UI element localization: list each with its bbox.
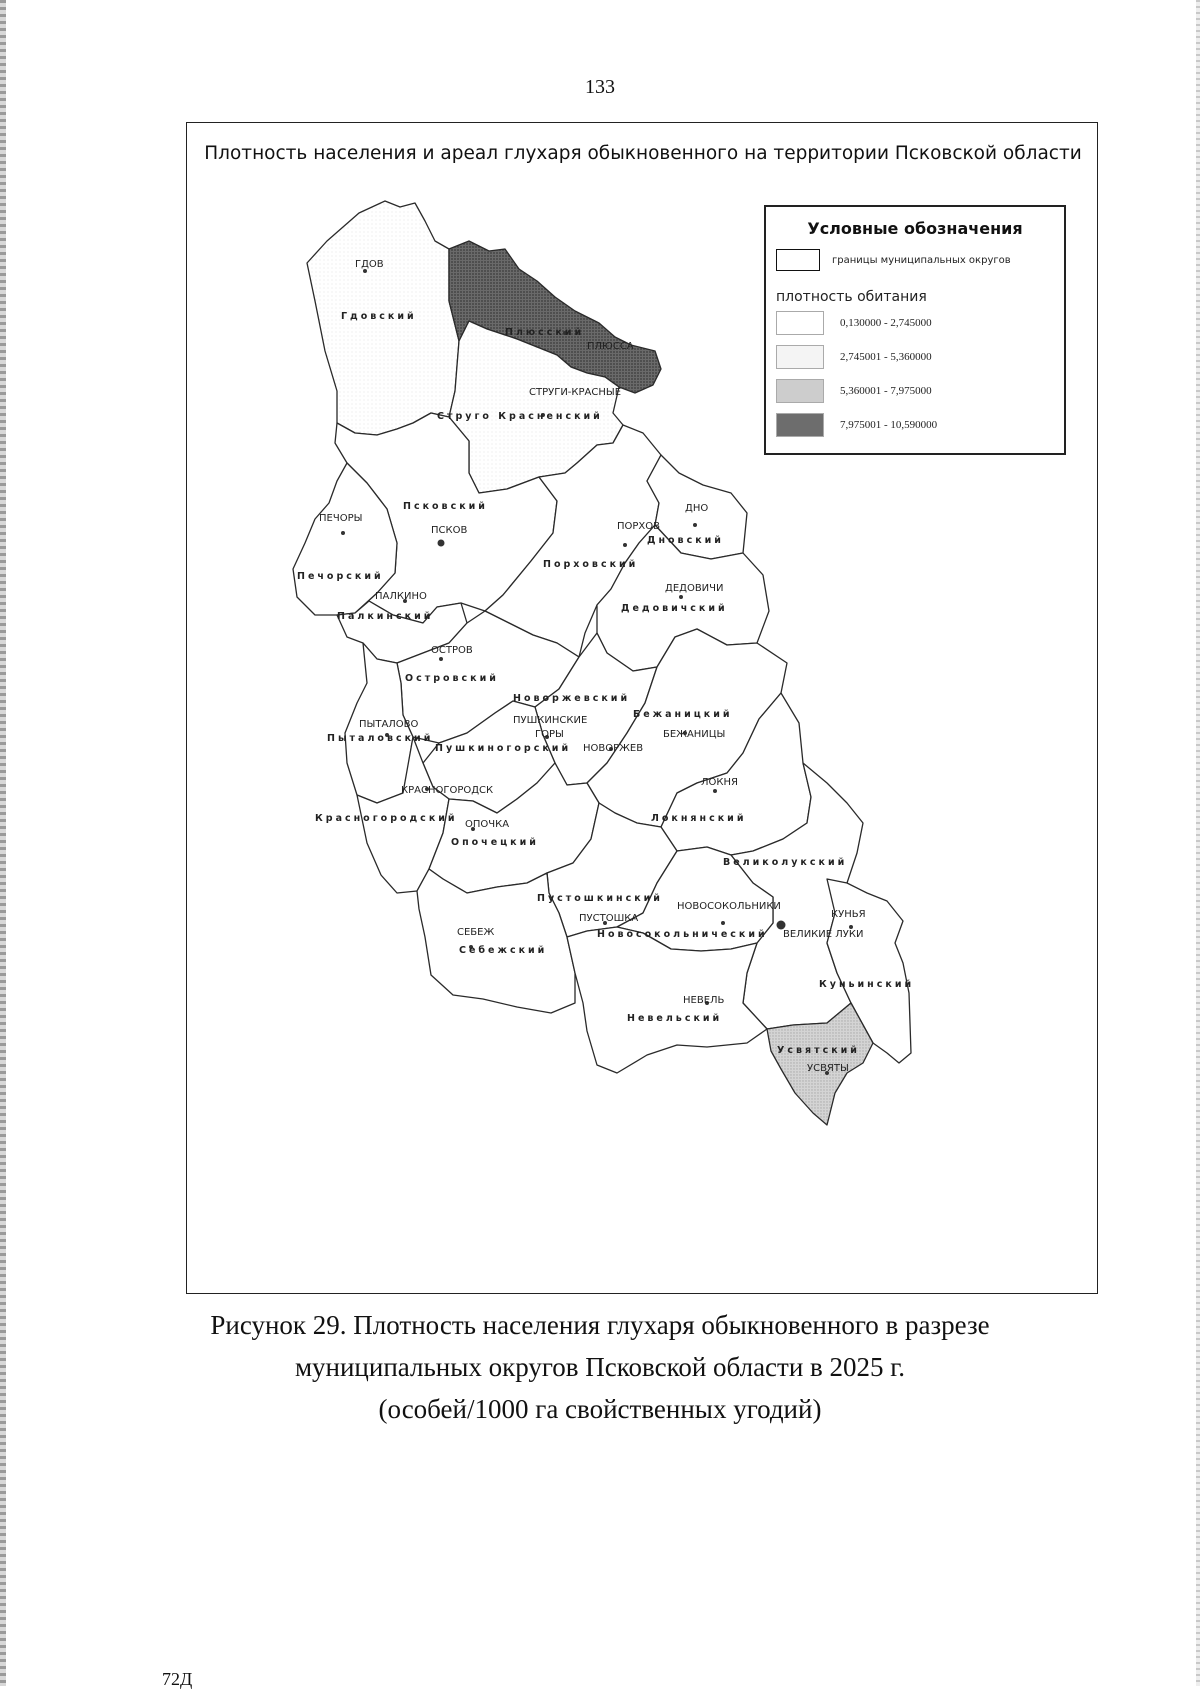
town-label-krasnogorodsk: КРАСНОГОРОДСК [401, 785, 494, 796]
town-marker-novosokolniki [721, 921, 725, 925]
town-label-pskov: ПСКОВ [431, 525, 468, 536]
district-label-pechorsky: Печорский [297, 571, 384, 582]
district-label-gdovsky: Гдовский [341, 311, 417, 322]
district-label-plyussky: Плюсский [505, 327, 585, 338]
district-label-strugo: Струго Красненский [437, 411, 603, 422]
legend-boundary-label: границы муниципальных округов [832, 255, 1011, 266]
town-marker-ostrov [439, 657, 443, 661]
legend-swatch-4 [776, 413, 824, 437]
legend-swatch-3 [776, 379, 824, 403]
legend-swatch-2 [776, 345, 824, 369]
town-label-dno: ДНО [685, 503, 709, 514]
town-label-kunya: КУНЬЯ [831, 909, 866, 920]
page-number: 133 [585, 76, 615, 98]
scan-edge-right [1196, 0, 1200, 1686]
town-marker-pechory [341, 531, 345, 535]
district-label-novorzhevsky: Новоржевский [513, 693, 631, 704]
legend-range-4: 7,975001 - 10,590000 [840, 419, 938, 431]
figure-caption-line-3: (особей/1000 га свойственных угодий) [378, 1394, 822, 1424]
town-marker-loknya [713, 789, 717, 793]
town-label-pechory: ПЕЧОРЫ [319, 513, 363, 524]
town-label-plyussa: ПЛЮССА [587, 341, 634, 352]
map-figure [186, 122, 1098, 1294]
town-label-pustoshka: ПУСТОШКА [579, 913, 639, 924]
town-label-opochka: ОПОЧКА [465, 819, 510, 830]
map-legend [764, 205, 1066, 455]
district-label-pustoshkinsky: Пустошкинский [537, 893, 663, 904]
district-label-dnovsky: Дновский [647, 535, 724, 546]
district-label-opochetsky: Опочецкий [451, 837, 539, 848]
legend-range-3: 5,360001 - 7,975000 [840, 385, 932, 397]
district-label-novosokolnichesky: Новосокольнический [597, 929, 768, 940]
legend-swatch-1 [776, 311, 824, 335]
town-label-loknya: ЛОКНЯ [701, 777, 738, 788]
district-label-pskovsky: Псковский [403, 501, 488, 512]
figure-caption-line-2: муниципальных округов Псковской области в 2025 г. [294, 1352, 906, 1382]
town-marker-pskov [438, 540, 445, 547]
town-marker-porkhov [623, 543, 627, 547]
town-label-usvyaty: УСВЯТЫ [807, 1063, 849, 1074]
district-label-sebezhsky: Себежский [459, 945, 548, 956]
legend-class-1 [776, 311, 1056, 337]
district-label-porkhovsky: Порховский [543, 559, 639, 570]
legend-class-4 [776, 413, 1056, 439]
legend-title: Условные обозначения [807, 219, 1023, 238]
legend-density-label: плотность обитания [776, 289, 927, 305]
town-label-pushkinskie-gory-2: ГОРЫ [535, 729, 564, 740]
town-label-nevel: НЕВЕЛЬ [683, 995, 725, 1006]
town-label-novorzhev: НОВОРЖЕВ [583, 743, 644, 754]
district-label-loknyansky: Локнянский [651, 813, 747, 824]
legend-class-3 [776, 379, 1056, 405]
district-nevelsky [567, 927, 767, 1073]
town-label-gdov: ГДОВ [355, 259, 384, 270]
district-label-kunyinsky: Куньинский [819, 979, 915, 990]
town-label-dedovichi: ДЕДОВИЧИ [665, 583, 724, 594]
town-label-novosokolniki: НОВОСОКОЛЬНИКИ [677, 901, 781, 912]
town-marker-dedovichi [679, 595, 683, 599]
district-label-pushkinogorsky: Пушкиногорский [435, 743, 572, 754]
district-label-ostrovsky: Островский [405, 673, 499, 684]
town-label-porkhov: ПОРХОВ [617, 521, 661, 532]
footer-code: 72Д [162, 1669, 193, 1689]
figure-caption-line-1: Рисунок 29. Плотность населения глухаря обыкновенного в разрезе [210, 1310, 990, 1340]
legend-range-2: 2,745001 - 5,360000 [840, 351, 932, 363]
town-label-ostrov: ОСТРОВ [431, 645, 473, 656]
district-label-krasnogorodsky: Красногородский [315, 813, 458, 824]
legend-boundary-swatch [776, 249, 820, 271]
town-label-pytalovo: ПЫТАЛОВО [359, 719, 419, 730]
district-label-pytalovsky: Пыталовский [327, 733, 434, 744]
scan-edge-left [0, 0, 6, 1686]
town-label-velikie-luki: ВЕЛИКИЕ ЛУКИ [783, 929, 864, 940]
town-label-bezhanitsy: БЕЖАНИЦЫ [663, 729, 726, 740]
district-label-usvyatsky: Усвятский [777, 1045, 860, 1056]
legend-class-2 [776, 345, 1056, 371]
district-label-velikoluksky: Великолукский [723, 857, 848, 868]
district-label-bezhanitsky: Бежаницкий [633, 709, 733, 720]
town-label-pushkinskie-gory-1: ПУШКИНСКИЕ [513, 715, 588, 726]
district-label-palkinsky: Палкинский [337, 611, 434, 622]
legend-range-1: 0,130000 - 2,745000 [840, 317, 932, 329]
town-label-strugi: СТРУГИ-КРАСНЫЕ [529, 387, 622, 398]
town-label-palkino: ПАЛКИНО [375, 591, 427, 602]
town-marker-dno [693, 523, 697, 527]
district-label-nevelsky: Невельский [627, 1013, 723, 1024]
town-label-sebezh: СЕБЕЖ [457, 927, 495, 938]
district-label-dedovichsky: Дедовичский [621, 603, 728, 614]
map-title: Плотность населения и ареал глухаря обыкновенного на территории Псковской области [204, 143, 1082, 164]
